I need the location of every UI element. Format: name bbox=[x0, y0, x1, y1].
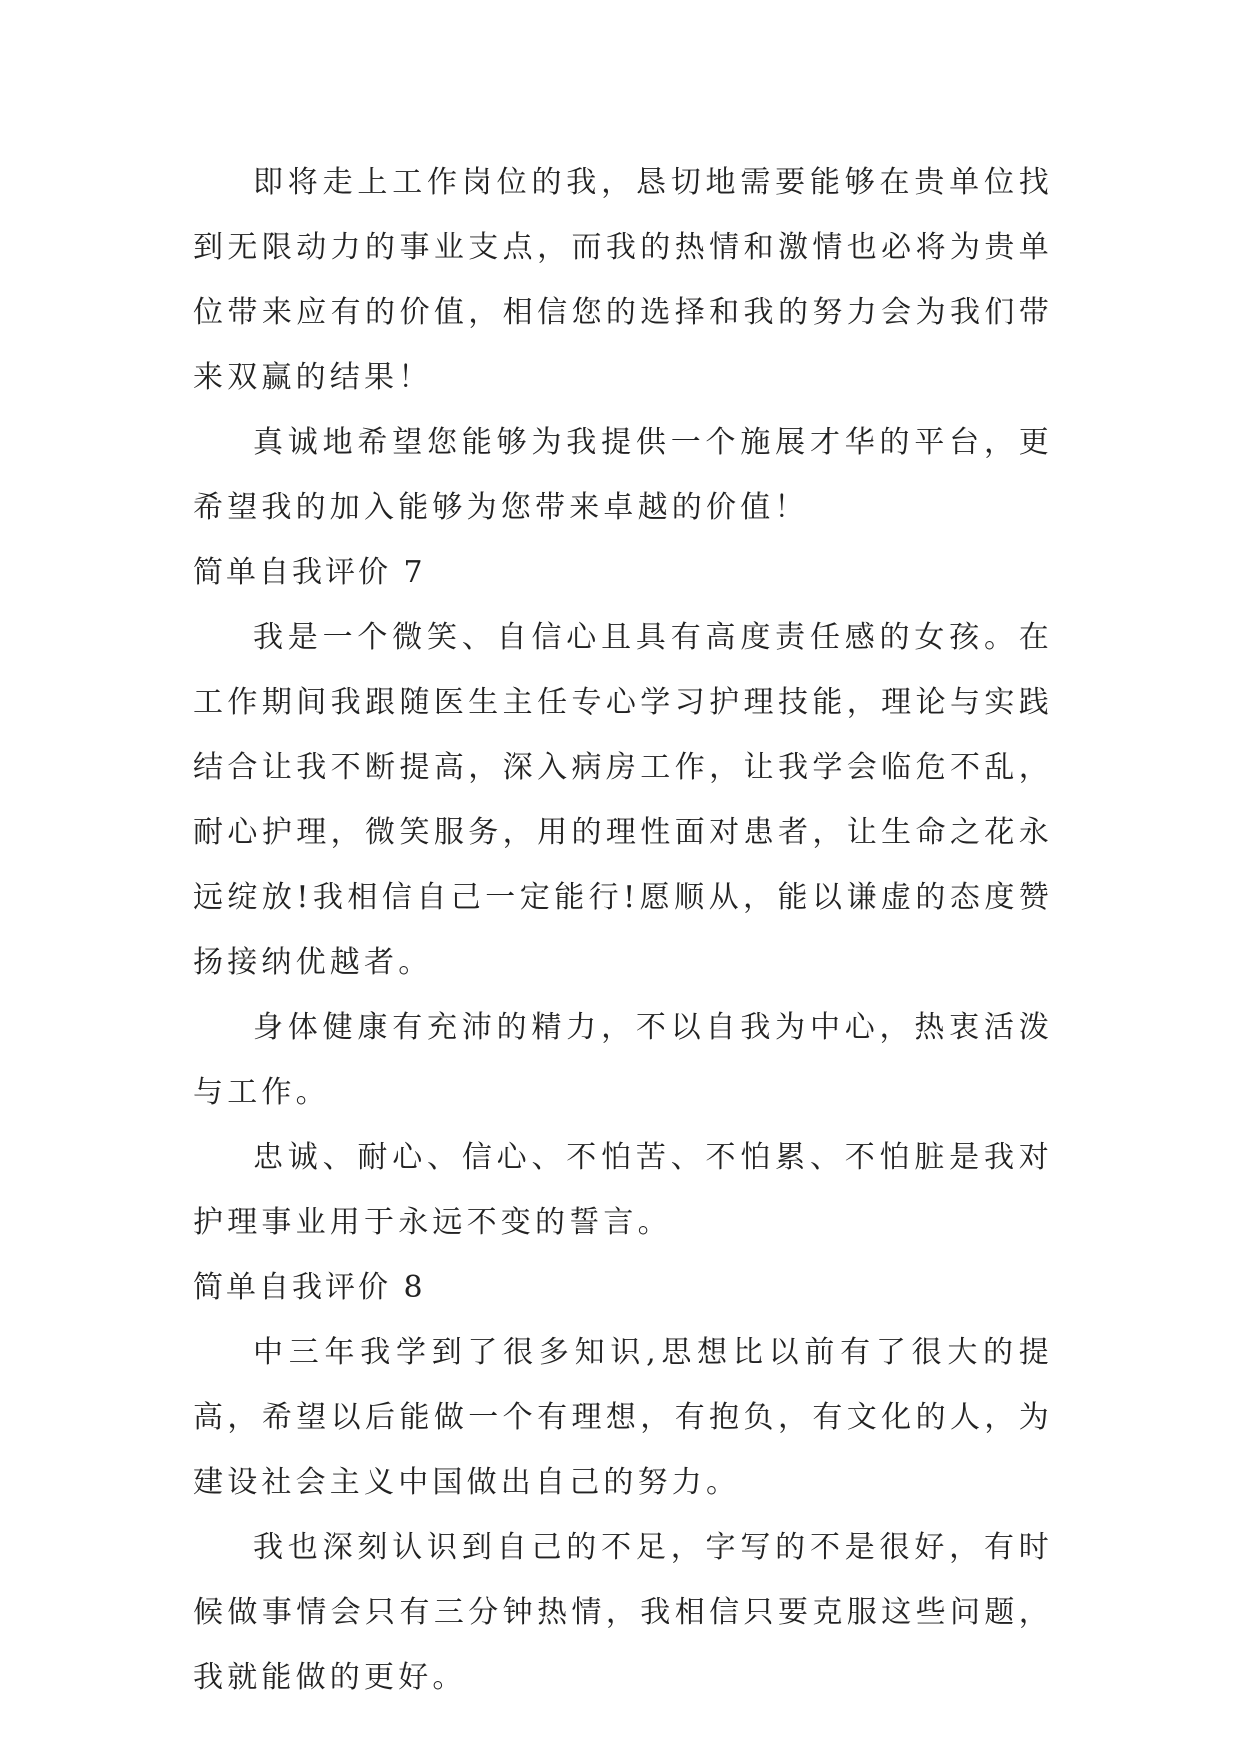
section-heading: 简单自我评价 8 bbox=[193, 1270, 426, 1305]
paragraph: 我也深刻认识到自己的不足，字写的不是很好，有时候做事情会只有三分钟热情，我相信只要克服这些问题，我就能做的更好。 bbox=[193, 1530, 1053, 1695]
paragraph: 我是一个微笑、自信心且具有高度责任感的女孩。在工作期间我跟随医生主任专心学习护理技能，理论与实践结合让我不断提高，深入病房工作，让我学会临危不乱，耐心护理，微笑服务，用的理性面对患者，让生命之花永远绽放!我相信自己一定能行!愿顺从，能以谦虚的态度赞扬接纳优越者。 bbox=[193, 620, 1053, 980]
paragraph: 真诚地希望您能够为我提供一个施展才华的平台，更希望我的加入能够为您带来卓越的价值！ bbox=[193, 425, 1053, 525]
paragraph: 身体健康有充沛的精力，不以自我为中心，热衷活泼与工作。 bbox=[193, 1010, 1053, 1110]
document-body bbox=[193, 150, 1053, 1710]
section-heading: 简单自我评价 7 bbox=[193, 555, 426, 590]
paragraph: 即将走上工作岗位的我，恳切地需要能够在贵单位找到无限动力的事业支点，而我的热情和激情也必将为贵单位带来应有的价值，相信您的选择和我的努力会为我们带来双赢的结果！ bbox=[193, 165, 1053, 395]
paragraph: 忠诚、耐心、信心、不怕苦、不怕累、不怕脏是我对护理事业用于永远不变的誓言。 bbox=[193, 1140, 1053, 1240]
paragraph: 中三年我学到了很多知识,思想比以前有了很大的提高，希望以后能做一个有理想，有抱负，有文化的人，为建设社会主义中国做出自己的努力。 bbox=[193, 1335, 1053, 1500]
